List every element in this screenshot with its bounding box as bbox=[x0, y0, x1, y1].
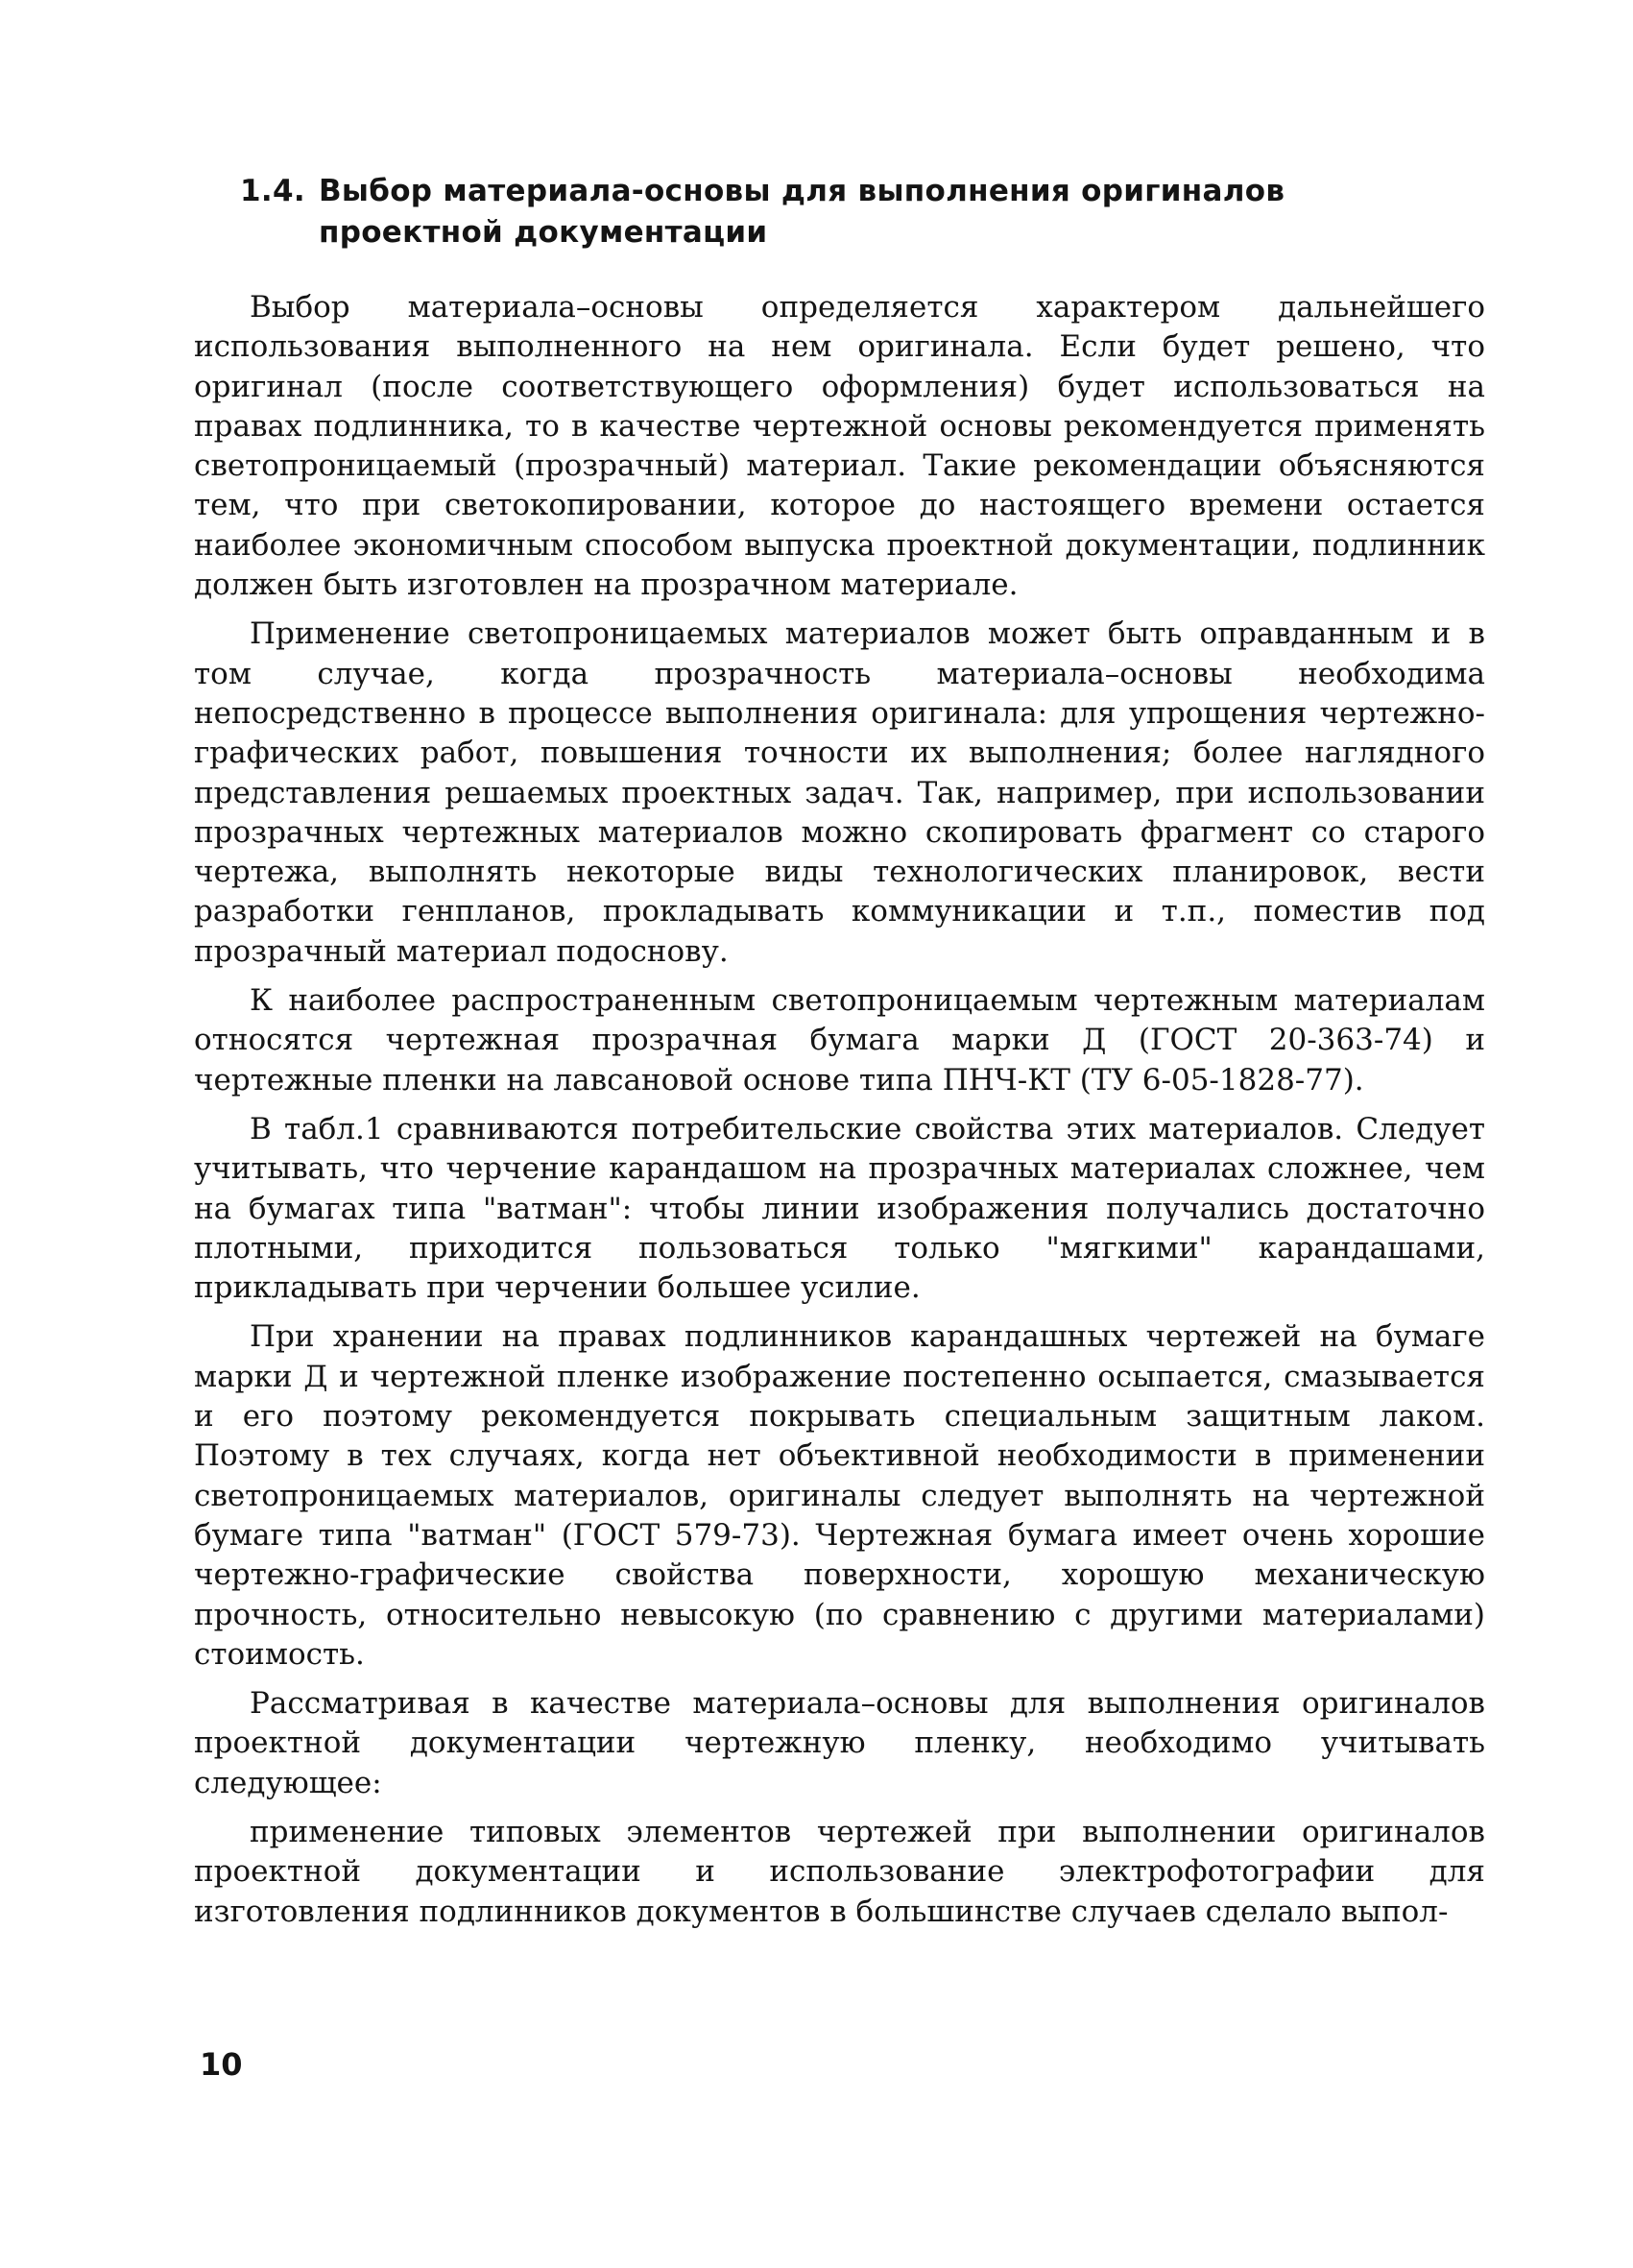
paragraph-7: применение типовых элементов чертежей при выполнении оригиналов проектной документации и использование электрофотографии для изготовления подлинников документов в большинстве случаев сделало выпол- bbox=[194, 1814, 1485, 1929]
paragraph-2: Применение светопроницаемых материалов может быть оправданным и в том случае, когда прозрачность материала–основы необходима непосредственно в процессе выполнения оригинала: для упрощения чертежно-графических работ, повышения точности их выполнения; более наглядного представления решаемых проектных задач. Так, например, при использовании прозрачных чертежных материалов можно скопировать фрагмент со старого чертежа, выполнять некоторые виды технологических планировок, вести разработки генпланов, прокладывать коммуникации и т.п., поместив под прозрачный материал подоснову. bbox=[194, 616, 1485, 969]
page-number: 10 bbox=[200, 2046, 243, 2083]
paragraph-1: Выбор материала–основы определяется характером дальнейшего использования выполненного на нем оригинала. Если будет решено, что оригинал (после соответствующего оформления) будет использоваться на правах подлинника, то в качестве чертежной основы рекомендуется применять светопроницаемый (прозрачный) материал. Такие рекомендации объясняются тем, что при светокопировании, которое до настоящего времени остается наиболее экономичным способом выпуска проектной документации, подлинник должен быть изготовлен на прозрачном материале. bbox=[194, 290, 1485, 603]
body-text bbox=[194, 288, 1485, 1942]
section-title-line-1: Выбор материала-основы для выполнения оригиналов bbox=[319, 174, 1285, 208]
section-heading bbox=[240, 171, 1488, 253]
paragraph-6: Рассматривая в качестве материала–основы для выполнения оригиналов проектной документации чертежную пленку, необходимо учитывать следующее: bbox=[194, 1686, 1485, 1800]
section-number: 1.4. bbox=[240, 174, 305, 208]
paragraph-4: В табл.1 сравниваются потребительские свойства этих материалов. Следует учитывать, что черчение карандашом на прозрачных материалах сложнее, чем на бумагах типа "ватман": чтобы линии изображения получались достаточно плотными, приходится пользоваться только "мягкими" карандашами, прикладывать при черчении большее усилие. bbox=[194, 1111, 1485, 1306]
paragraph-3: К наиболее распространенным светопроницаемым чертежным материалам относятся чертежная прозрачная бумага марки Д (ГОСТ 20-363-74) и чертежные пленки на лавсановой основе типа ПНЧ-КТ (ТУ 6-05-1828-77). bbox=[194, 983, 1485, 1098]
section-title-line-2: проектной документации bbox=[319, 215, 768, 250]
paragraph-5: При хранении на правах подлинников карандашных чертежей на бумаге марки Д и чертежной пленке изображение постепенно осыпается, смазывается и его поэтому рекомендуется покрывать специальным защитным лаком. Поэтому в тех случаях, когда нет объективной необходимости в применении светопроницаемых материалов, оригиналы следует выполнять на чертежной бумаге типа "ватман" (ГОСТ 579-73). Чертежная бумага имеет очень хорошие чертежно-графические свойства поверхности, хорошую механическую прочность, относительно невысокую (по сравнению с другими материалами) стоимость. bbox=[194, 1319, 1485, 1672]
